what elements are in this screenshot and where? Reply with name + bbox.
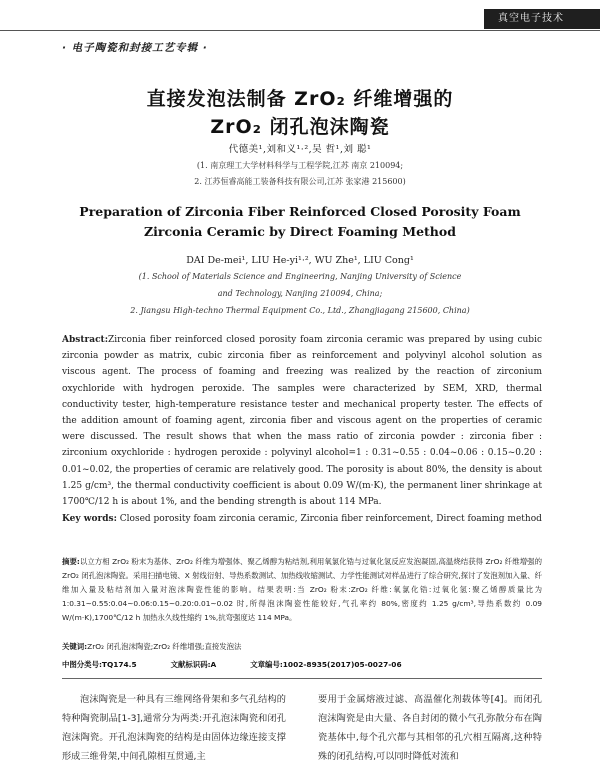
abstract-en bbox=[62, 332, 542, 510]
section-header: · 电子陶瓷和封接工艺专辑 · bbox=[62, 42, 208, 54]
affiliation-cn-2: 2. 江苏恒睿高能工装备科技有限公司,江苏 张家港 215600) bbox=[194, 177, 406, 186]
keywords-cn bbox=[62, 641, 542, 652]
abstract-cn-text: 以立方相 ZrO₂ 粉末为基体、ZrO₂ 纤维为增强体、聚乙烯醇为粘结剂,利用氧氯化锆与过氧化氢反应发泡凝固,高温烧结获得 ZrO₂ 纤维增强的 ZrO₂ 闭孔泡沫陶瓷。采用扫描电镜、X 射线衍射、导热系数测试、加热线收缩测试、力学性能测试对样品进行了综合研究,探讨了发泡剂加入量、纤维加入量及粘结剂加入量对泡沫陶瓷性能的影响。结果表明:当 ZrO₂ 粉末:ZrO₂ 纤维:氧氯化锆:过氧化氢:聚乙烯醇质量比为 1:0.31~0.55:0.04~0.06:0.15~0.20:0.01~0.02 时,所得泡沫陶瓷性能较好,气孔率约 80%,密度约 1.25 g/cm³,导热系数约 0.09 W/(m·K),1700℃/12 h 加热永久线性缩约 1%,抗弯强度达 114 MPa。 bbox=[62, 557, 542, 622]
section-divider bbox=[62, 678, 542, 679]
header-rule bbox=[0, 30, 600, 31]
title-en-line1: Preparation of Zirconia Fiber Reinforced Closed Porosity Foam bbox=[79, 204, 521, 219]
body-column-left: 泡沫陶瓷是一种具有三维网络骨架和多气孔结构的特种陶瓷制品[1-3],通常分为两类:开孔泡沫陶瓷和闭孔泡沫陶瓷。开孔泡沫陶瓷的结构是由固体边缘连接支撑形成三维骨架,中间孔隙相互贯通,主 bbox=[62, 694, 286, 762]
affiliation-en-2: and Technology, Nanjing 210094, China; bbox=[217, 289, 383, 298]
keywords-text: Closed porosity foam zirconia ceramic, Zirconia fiber reinforcement, Direct foaming method bbox=[119, 514, 542, 524]
abstract-cn bbox=[62, 555, 542, 625]
title-en-line2: Zirconia Ceramic by Direct Foaming Method bbox=[144, 224, 456, 239]
affiliation-cn-1: (1. 南京理工大学材料科学与工程学院,江苏 南京 210094; bbox=[196, 161, 404, 170]
keywords-cn-text: ZrO₂ 闭孔泡沫陶瓷;ZrO₂ 纤维增强;直接发泡法 bbox=[87, 642, 242, 651]
authors-cn: 代德美¹,刘和义¹·²,吴 哲¹,刘 聪¹ bbox=[228, 144, 372, 155]
article-number: 文章编号:1002-8935(2017)05-0027-06 bbox=[250, 660, 402, 669]
keywords-label: Key words: bbox=[62, 514, 117, 524]
keywords-cn-label: 关键词: bbox=[62, 642, 88, 651]
affiliation-en-3: 2. Jiangsu High-techno Thermal Equipment Co., Ltd., Zhangjiagang 215600, China) bbox=[130, 306, 470, 315]
classification-line bbox=[62, 659, 542, 670]
title-cn-line1: 直接发泡法制备 ZrO₂ 纤维增强的 bbox=[146, 88, 454, 110]
clc-number: 中图分类号:TQ174.5 bbox=[62, 660, 137, 669]
title-cn-line2: ZrO₂ 闭孔泡沫陶瓷 bbox=[210, 116, 390, 138]
abstract-text: Zirconia fiber reinforced closed porosity foam zirconia ceramic was prepared by using cubic zirconia powder as matrix, cubic zirconia fiber as reinforcement and polyvinyl alcohol solution as viscous agent. The process of foaming and freezing was realized by the reaction of zirconium oxychloride with hydrogen peroxide. The samples were characterized by SEM, XRD, thermal conductivity tester, high-temperature resistance tester and mechanical property tester. The effects of the addition amount of foaming agent, zirconia fiber and viscous agent on the properties of ceramic were discussed. The result shows that when the mass ratio of zirconia powder : zirconia fiber : zirconium oxychloride : hydrogen peroxide : polyvinyl alcohol=1 : 0.31~0.55 : 0.04~0.06 : 0.15~0.20 : 0.01~0.02, the properties of ceramic are relatively good. The porosity is about 80%, the density is about 1.25 g/cm³, the thermal conductivity coefficient is about 0.09 W/(m·K), the permanent liner shrinkage at 1700℃/12 h is about 1%, and the bending strength is about 114 MPa. bbox=[62, 335, 542, 508]
abstract-cn-label: 摘要: bbox=[62, 557, 80, 566]
keywords-en bbox=[62, 511, 542, 527]
body-column-right: 要用于金属熔液过滤、高温催化剂载体等[4]。而闭孔泡沫陶瓷是由大量、各自封闭的微小气孔弥散分布在陶瓷基体中,每个孔穴都与其相邻的孔穴相互隔离,这种特殊的闭孔结构,可以同时降低对流和 bbox=[318, 694, 542, 762]
affiliation-en-1: (1. School of Materials Science and Engineering, Nanjing University of Science bbox=[138, 272, 462, 281]
document-code: 文献标识码:A bbox=[170, 660, 217, 669]
journal-name-badge: 真空电子技术 bbox=[484, 9, 600, 29]
authors-en: DAI De-mei¹, LIU He-yi¹·², WU Zhe¹, LIU Cong¹ bbox=[186, 255, 414, 266]
abstract-label: Abstract: bbox=[62, 335, 109, 345]
